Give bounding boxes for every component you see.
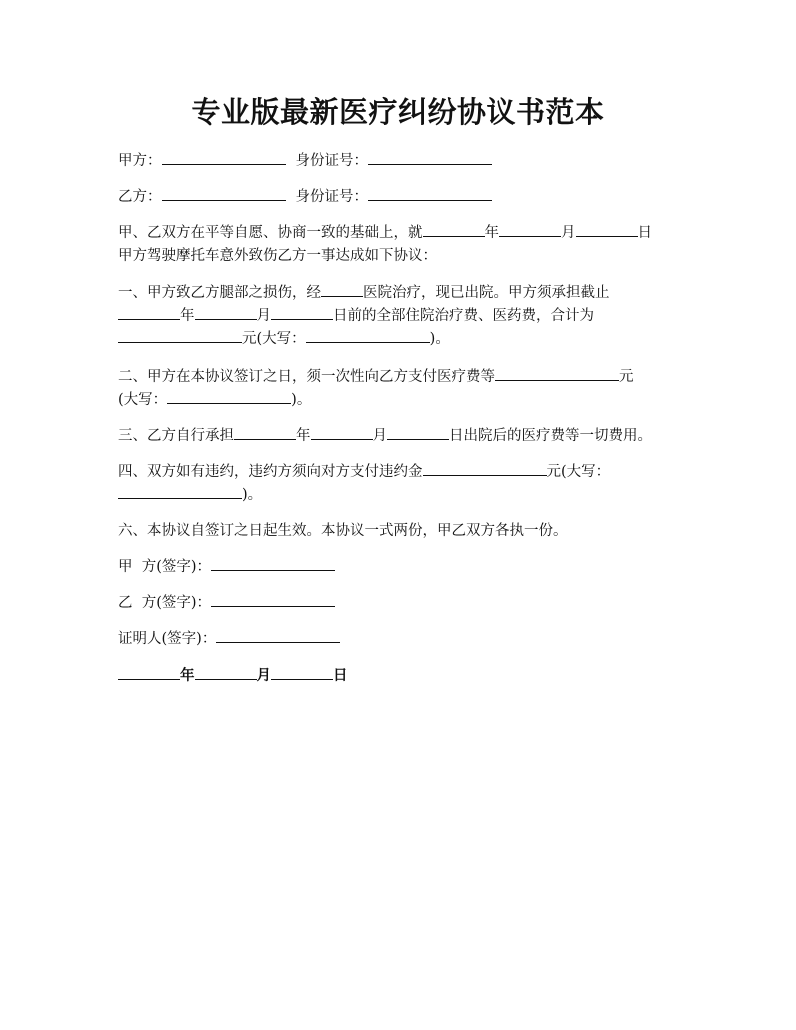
clause-1-text-a: 一、甲方致乙方腿部之损伤，经 bbox=[118, 285, 321, 301]
clause-1-text-c: 日前的全部住院治疗费、医药费，合计为 bbox=[333, 308, 594, 324]
clause-1-text-b: 医院治疗，现已出院。甲方须承担截止 bbox=[363, 285, 610, 301]
clause-3 bbox=[118, 425, 680, 448]
party-a-label: 甲方： bbox=[118, 153, 162, 169]
footer-year-label: 年 bbox=[180, 667, 195, 684]
signature-party-b-label: 乙 方(签字)： bbox=[118, 595, 212, 611]
signature-party-a bbox=[118, 556, 680, 579]
clause-3-year-blank[interactable] bbox=[234, 425, 296, 440]
clause-6: 六、本协议自签订之日起生效。本协议一式两份，甲乙双方各执一份。 bbox=[118, 523, 568, 539]
intro-year-blank[interactable] bbox=[423, 222, 485, 237]
footer-month-blank[interactable] bbox=[195, 665, 257, 680]
date-footer bbox=[118, 664, 680, 687]
signature-witness-blank[interactable] bbox=[216, 628, 340, 643]
signature-party-a-blank[interactable] bbox=[211, 556, 335, 571]
clause-4-amount-blank[interactable] bbox=[423, 461, 547, 476]
clause-1-day-blank[interactable] bbox=[271, 305, 333, 320]
party-b-id-label: 身份证号： bbox=[295, 189, 368, 205]
signature-party-b bbox=[118, 592, 680, 615]
intro-text-line2: 甲方驾驶摩托车意外致伤乙方一事达成如下协议： bbox=[118, 248, 437, 264]
intro-day-label: 日 bbox=[637, 225, 652, 241]
clause-2-text-a: 二、甲方在本协议签订之日，须一次性向乙方支付医疗费等 bbox=[118, 369, 495, 385]
clause-2-text-b: (大写： bbox=[118, 392, 168, 408]
clause-2-amount-words-blank[interactable] bbox=[167, 389, 291, 404]
intro-year-label: 年 bbox=[484, 225, 499, 241]
clause-3-month-blank[interactable] bbox=[311, 425, 373, 440]
clause-1-amount-words-blank[interactable] bbox=[306, 328, 430, 343]
party-b-name-blank[interactable] bbox=[162, 186, 286, 201]
clause-1-year-blank[interactable] bbox=[118, 305, 180, 320]
party-a-name-blank[interactable] bbox=[162, 150, 286, 165]
clause-1-amount-blank[interactable] bbox=[118, 328, 242, 343]
clause-4-text-a: 四、双方如有违约，违约方须向对方支付违约金 bbox=[118, 464, 423, 480]
party-b-id-blank[interactable] bbox=[368, 186, 492, 201]
intro-day-blank[interactable] bbox=[576, 222, 638, 237]
party-a-row bbox=[118, 150, 680, 173]
signature-witness bbox=[118, 628, 680, 651]
footer-day-blank[interactable] bbox=[271, 665, 333, 680]
clause-2-text-c: )。 bbox=[291, 392, 312, 408]
clause-4 bbox=[118, 461, 680, 507]
intro-month-label: 月 bbox=[561, 225, 576, 241]
clause-4-amount-words-blank[interactable] bbox=[118, 484, 242, 499]
signature-witness-label: 证明人(签字)： bbox=[118, 631, 217, 647]
party-b-row bbox=[118, 186, 680, 209]
intro-text: 甲、乙双方在平等自愿、协商一致的基础上，就 bbox=[118, 225, 423, 241]
clause-2-yuan-label: 元 bbox=[619, 369, 634, 385]
clause-1-text-d: 元(大写： bbox=[242, 331, 306, 347]
party-a-id-blank[interactable] bbox=[368, 150, 492, 165]
clause-1-month-blank[interactable] bbox=[195, 305, 257, 320]
footer-year-blank[interactable] bbox=[118, 665, 180, 680]
clause-1-hospital-blank[interactable] bbox=[321, 282, 363, 297]
signature-party-b-blank[interactable] bbox=[211, 592, 335, 607]
footer-month-label: 月 bbox=[256, 667, 271, 684]
clause-1-year-label: 年 bbox=[180, 308, 195, 324]
clause-3-text-b: 日出院后的医疗费等一切费用。 bbox=[449, 428, 652, 444]
clause-4-text-b: 元(大写： bbox=[546, 464, 611, 480]
party-a-id-label: 身份证号： bbox=[295, 153, 368, 169]
footer-day-label: 日 bbox=[333, 667, 348, 684]
clause-3-month-label: 月 bbox=[372, 428, 387, 444]
clause-2 bbox=[118, 366, 680, 412]
clause-2-amount-blank[interactable] bbox=[495, 366, 619, 381]
clause-3-year-label: 年 bbox=[296, 428, 311, 444]
clause-3-text-a: 三、乙方自行承担 bbox=[118, 428, 234, 444]
page-title: 专业版最新医疗纠纷协议书范本 bbox=[191, 95, 605, 129]
clause-1 bbox=[118, 282, 680, 351]
clause-1-month-label: 月 bbox=[256, 308, 271, 324]
intro-month-blank[interactable] bbox=[499, 222, 561, 237]
party-b-label: 乙方： bbox=[118, 189, 162, 205]
signature-party-a-label: 甲 方(签字)： bbox=[118, 559, 212, 575]
intro-paragraph bbox=[118, 222, 680, 268]
clause-4-text-c: )。 bbox=[242, 487, 263, 503]
clause-1-text-e: )。 bbox=[429, 331, 450, 347]
clause-3-day-blank[interactable] bbox=[387, 425, 449, 440]
